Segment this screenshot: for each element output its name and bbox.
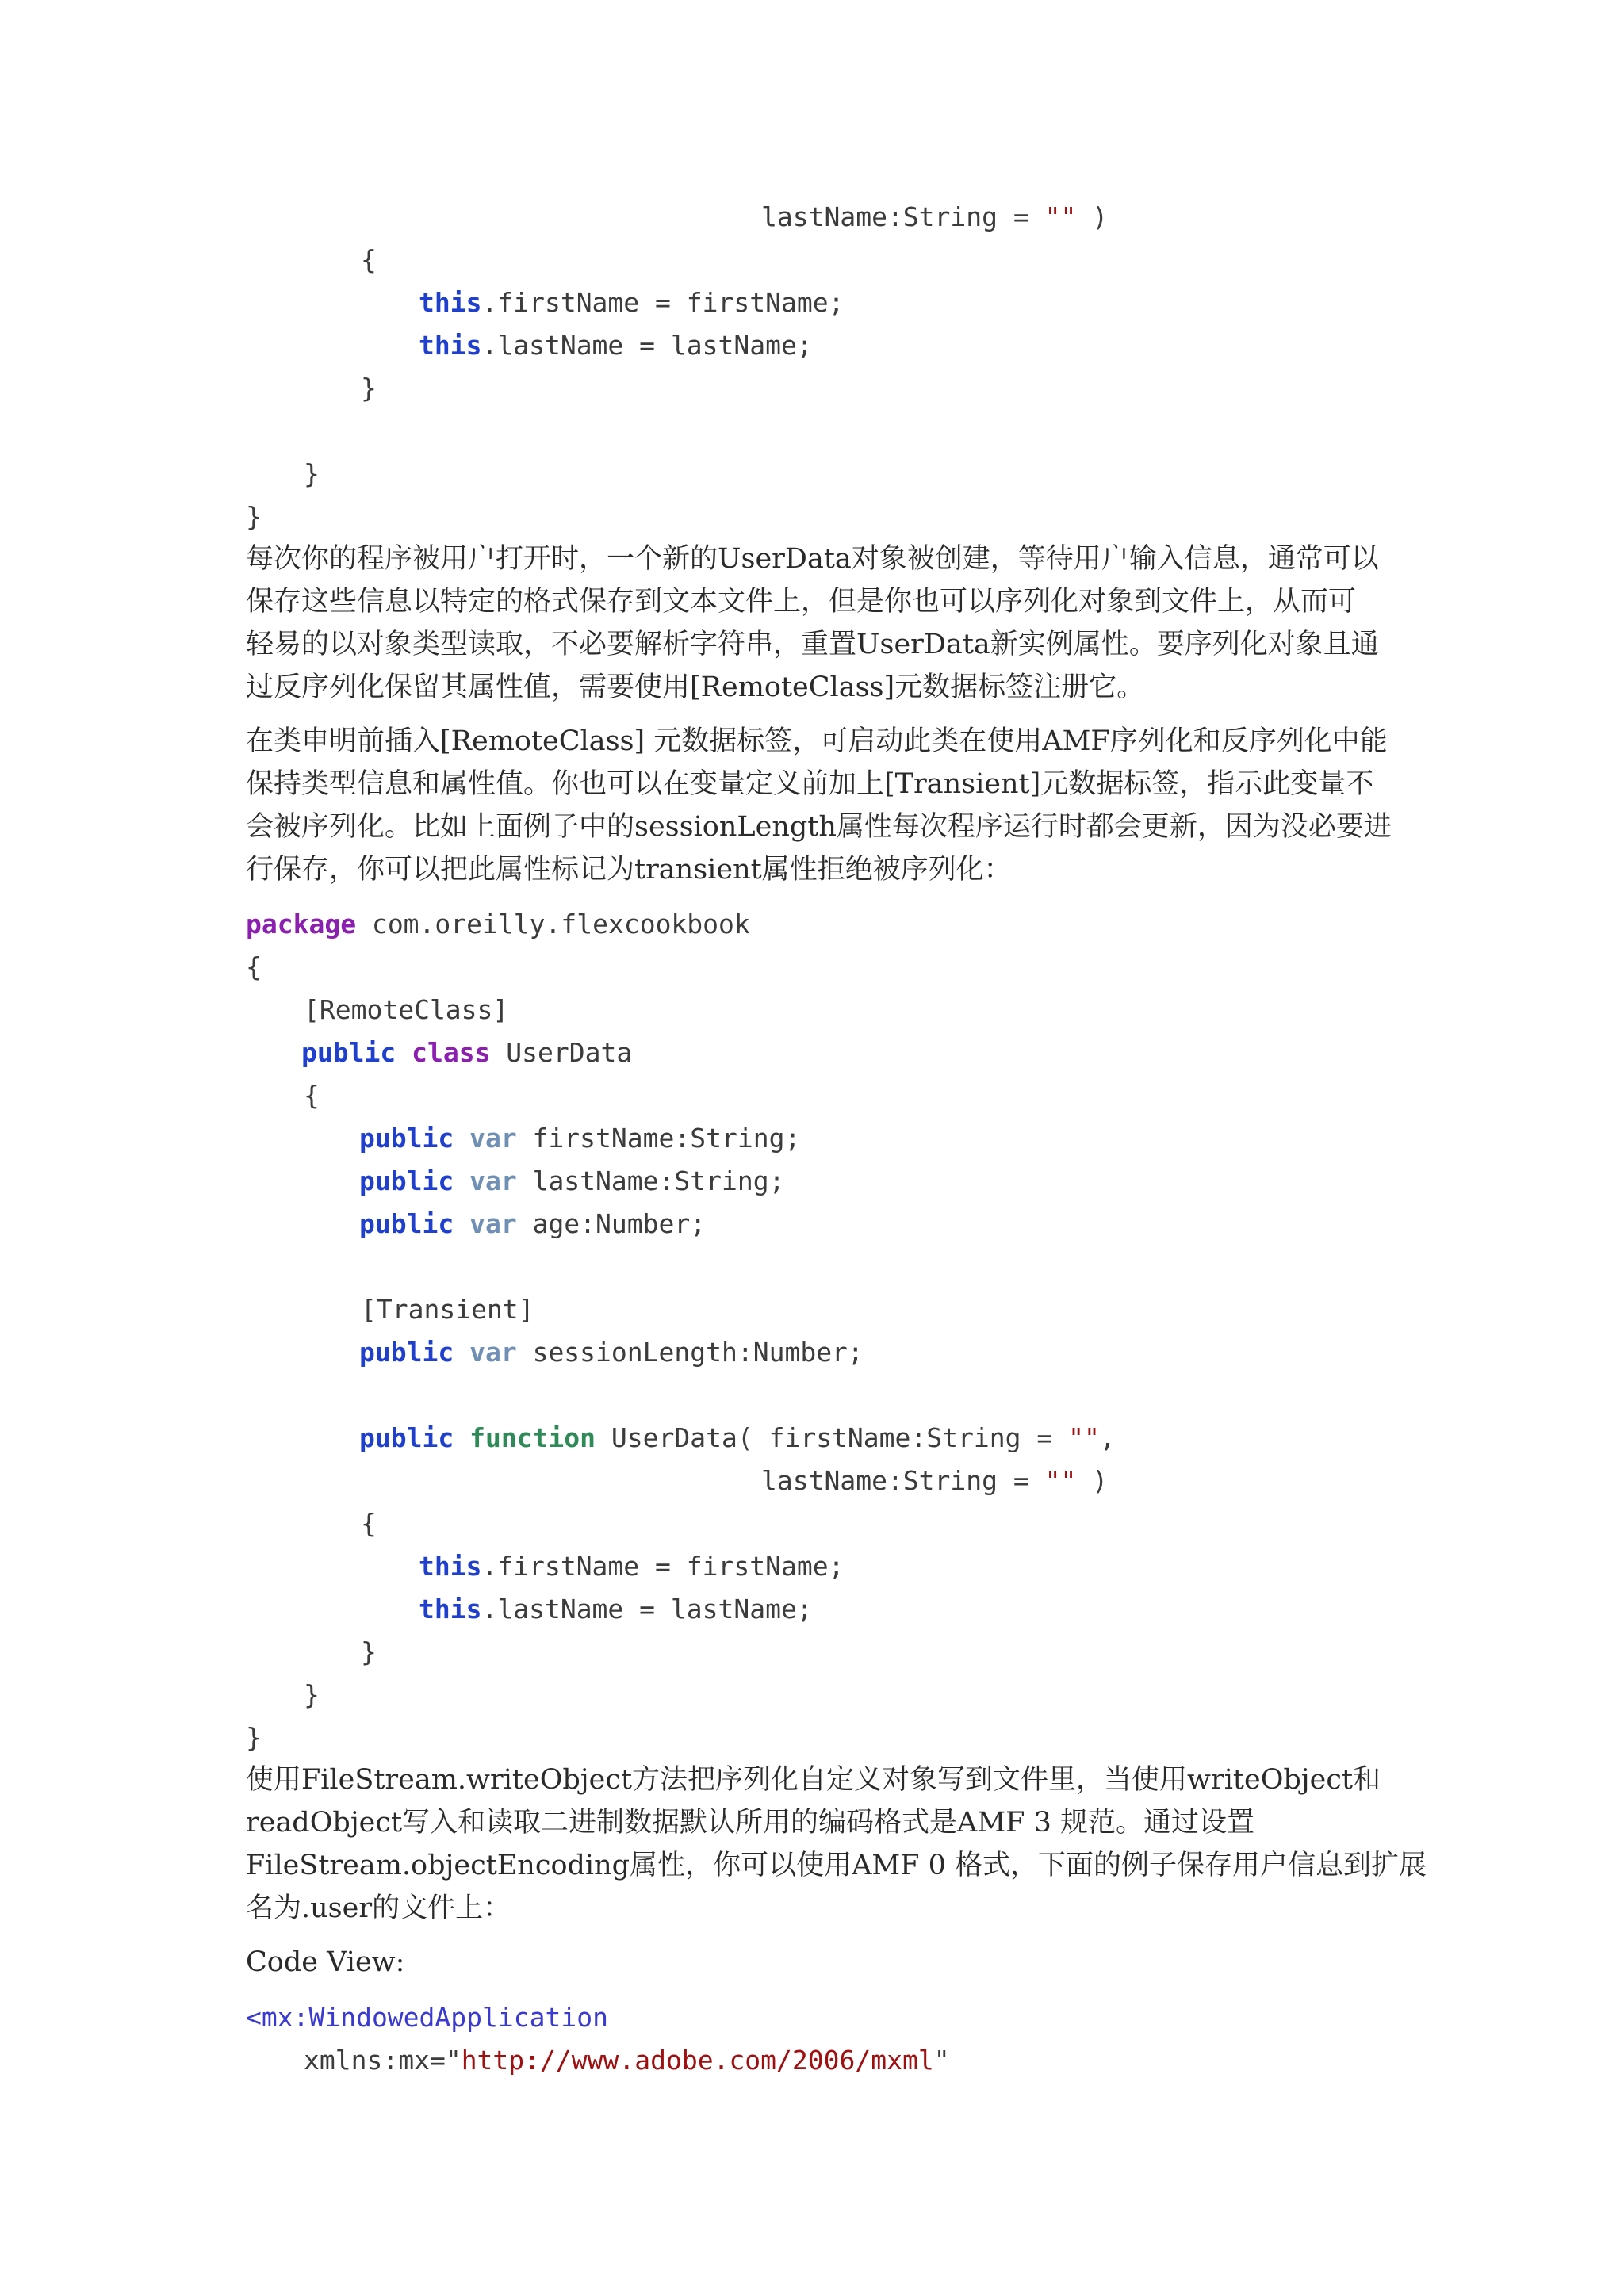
- code-line: [359, 1117, 800, 1160]
- code-line: {: [361, 1508, 377, 1539]
- code-keyword: public: [359, 1208, 454, 1239]
- paragraph-line: 行保存，你可以把此属性标记为transient属性拒绝被序列化：: [246, 854, 1012, 886]
- code-line: [419, 1545, 844, 1588]
- code-text: age:Number;: [516, 1208, 707, 1239]
- code-keyword: package: [246, 909, 357, 939]
- code-text: lastName:String =: [761, 1465, 1045, 1496]
- code-view-label: Code View:: [246, 1946, 405, 1978]
- code-line: [359, 1331, 864, 1374]
- code-keyword: var: [469, 1337, 517, 1368]
- code-string: "": [1044, 201, 1077, 232]
- code-line: [419, 281, 844, 324]
- paragraph-line: 轻易的以对象类型读取，不必要解析字符串，重置UserData新实例属性。要序列化对象且通: [246, 629, 1379, 660]
- code-text: ": [933, 2045, 950, 2076]
- code-keyword: var: [469, 1123, 517, 1154]
- code-line: [359, 1417, 1116, 1460]
- code-string: http://www.adobe.com/2006/mxml: [461, 2045, 934, 2076]
- code-keyword: var: [469, 1208, 517, 1239]
- paragraph-line: 每次你的程序被用户打开时，一个新的UserData对象被创建，等待用户输入信息，通常可以: [246, 543, 1379, 575]
- code-line: {: [246, 951, 262, 982]
- code-line: [Transient]: [361, 1294, 534, 1325]
- code-text: .firstName = firstName;: [481, 287, 845, 318]
- code-string: "": [1044, 1465, 1077, 1496]
- code-text: .firstName = firstName;: [481, 1551, 845, 1582]
- code-text: firstName:String;: [516, 1123, 801, 1154]
- code-keyword: this: [419, 287, 482, 318]
- code-line: [246, 903, 750, 946]
- code-line: [761, 1460, 1108, 1502]
- code-text: ": [445, 2045, 462, 2076]
- code-keyword: public: [301, 1037, 396, 1068]
- code-line: [301, 1031, 632, 1074]
- code-keyword: this: [419, 1551, 482, 1582]
- code-keyword: class: [412, 1037, 491, 1068]
- paragraph-line: 过反序列化保留其属性值，需要使用[RemoteClass]元数据标签注册它。: [246, 672, 1145, 703]
- code-keyword: this: [419, 330, 482, 361]
- code-text: .lastName = lastName;: [481, 1594, 813, 1624]
- code-keyword: function: [469, 1422, 596, 1453]
- code-text: lastName:String;: [516, 1165, 785, 1196]
- code-line: [359, 1160, 784, 1203]
- paragraph-line: readObject写入和读取二进制数据默认所用的编码格式是AMF 3 规范。通过设置: [246, 1807, 1254, 1839]
- code-text: ): [1076, 1465, 1109, 1496]
- paragraph-line: 在类申明前插入[RemoteClass] 元数据标签，可启动此类在使用AMF序列化和反序列化中能: [246, 725, 1388, 757]
- code-line: [246, 1996, 608, 2039]
- code-string: "": [1068, 1422, 1100, 1453]
- code-line: {: [304, 1080, 320, 1111]
- code-line: }: [246, 501, 262, 532]
- code-keyword: public: [359, 1337, 454, 1368]
- code-line: }: [361, 373, 377, 404]
- code-line: [304, 2039, 950, 2082]
- code-text: com.oreilly.flexcookbook: [356, 909, 750, 939]
- code-line: }: [361, 1636, 377, 1667]
- code-line: [RemoteClass]: [304, 994, 509, 1025]
- code-line: }: [246, 1722, 262, 1753]
- paragraph: [246, 720, 1392, 891]
- code-line: [761, 196, 1108, 239]
- paragraph: [246, 1758, 1427, 1930]
- code-text: xmlns:mx=: [304, 2045, 446, 2076]
- paragraph-line: 保持类型信息和属性值。你也可以在变量定义前加上[Transient]元数据标签，指示此变量不: [246, 768, 1374, 800]
- code-text: UserData( firstName:String =: [596, 1422, 1069, 1453]
- paragraph: [246, 538, 1380, 709]
- paragraph-line: 名为.user的文件上：: [246, 1892, 511, 1924]
- code-text: ): [1076, 201, 1109, 232]
- code-keyword: public: [359, 1123, 454, 1154]
- code-text: .lastName = lastName;: [481, 330, 813, 361]
- code-line: }: [304, 458, 320, 489]
- code-line: {: [361, 244, 377, 275]
- code-line: }: [304, 1679, 320, 1710]
- code-line: [419, 324, 813, 367]
- code-keyword: public: [359, 1165, 454, 1196]
- paragraph-line: 会被序列化。比如上面例子中的sessionLength属性每次程序运行时都会更新，因为没必要进: [246, 811, 1392, 843]
- code-keyword: this: [419, 1594, 482, 1624]
- code-text: sessionLength:Number;: [516, 1337, 864, 1368]
- code-line: [359, 1203, 706, 1246]
- code-tag: <mx:WindowedApplication: [246, 2002, 608, 2033]
- paragraph-line: FileStream.objectEncoding属性，你可以使用AMF 0 格式，下面的例子保存用户信息到扩展: [246, 1850, 1427, 1881]
- code-line: [419, 1588, 813, 1631]
- code-text: ,: [1099, 1422, 1116, 1453]
- code-text: lastName:String =: [761, 201, 1045, 232]
- code-keyword: var: [469, 1165, 517, 1196]
- code-text: UserData: [490, 1037, 633, 1068]
- paragraph-line: 保存这些信息以特定的格式保存到文本文件上，但是你也可以序列化对象到文件上，从而可: [246, 586, 1357, 618]
- paragraph-line: 使用FileStream.writeObject方法把序列化自定义对象写到文件里，当使用writeObject和: [246, 1764, 1381, 1796]
- code-keyword: public: [359, 1422, 454, 1453]
